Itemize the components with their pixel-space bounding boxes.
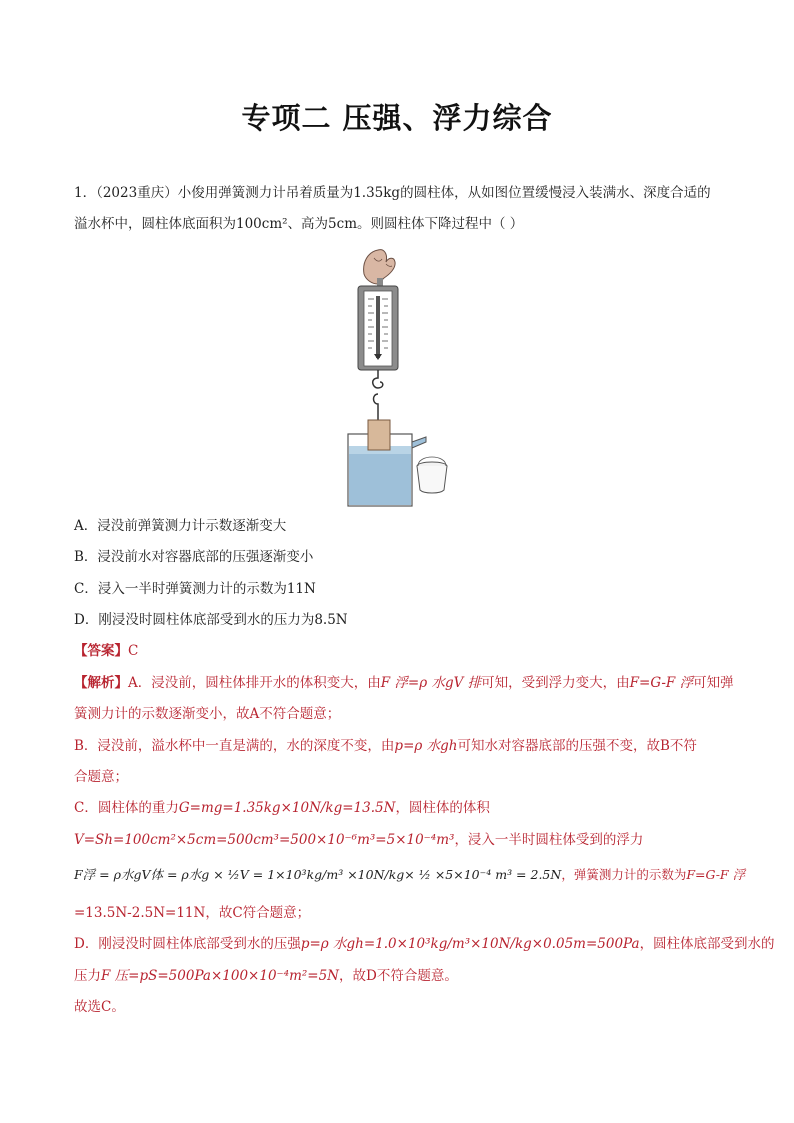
option-c: C．浸入一半时弹簧测力计的示数为11N <box>74 581 316 597</box>
scale-hook-top <box>377 278 383 286</box>
analysis-c-line-3: F浮 = ρ水gV体 = ρ水g × ½V = 1×10³kg/m³ ×10N/kg× ½ ×5×10⁻⁴ m³ = 2.5N，弹簧测力计的示数为F=G-F 浮 <box>74 867 746 882</box>
formula-gravity: G=mg=1.35kg×10N/kg=13.5N <box>178 800 396 816</box>
small-bucket <box>417 457 447 493</box>
formula-bottom-pressure: p=ρ 水gh=1.0×10³kg/m³×10N/kg×0.05m=500Pa <box>300 936 640 952</box>
analysis-conclusion: 故选C。 <box>74 999 125 1015</box>
analysis-b-line-2: 合题意； <box>74 769 128 785</box>
formula-volume: V=Sh=100cm²×5cm=500cm³=500×10⁻⁶m³=5×10⁻⁴m³ <box>74 832 455 848</box>
formula-scale-reading: F=G-F 浮 <box>629 675 694 691</box>
analysis-b-line-1: B．浸没前，溢水杯中一直是满的，水的深度不变，由p=ρ 水gh可知水对容器底部的压强不变，故B不符 <box>74 738 697 754</box>
scale-hook <box>373 370 383 388</box>
analysis-c-line-2: V=Sh=100cm²×5cm=500cm³=500×10⁻⁶m³=5×10⁻⁴m³，浸入一半时圆柱体受到的浮力 <box>74 832 644 848</box>
analysis-a-line-1: 【解析】A．浸没前，圆柱体排开水的体积变大，由F 浮=ρ 水gV 排可知，受到浮力变大，由F=G-F 浮可知弹 <box>74 675 734 691</box>
analysis-d-line-2: 压力F 压=pS=500Pa×100×10⁻⁴m²=5N，故D不符合题意。 <box>74 968 458 984</box>
spring-scale <box>358 286 398 370</box>
answer-line <box>74 642 734 660</box>
analysis-d-line-1: D．刚浸没时圆柱体底部受到水的压强p=ρ 水gh=1.0×10³kg/m³×10N/kg×0.05m=500Pa，圆柱体底部受到水的 <box>74 936 775 952</box>
formula-buoyancy: F 浮=ρ 水gV 排 <box>380 675 482 691</box>
analysis-label: 【解析】 <box>74 675 128 691</box>
analysis-c-line-4: =13.5N-2.5N=11N，故C符合题意； <box>74 905 311 921</box>
experiment-figure <box>344 244 450 510</box>
analysis-c-line-1: C．圆柱体的重力G=mg=1.35kg×10N/kg=13.5N，圆柱体的体积 <box>74 800 490 816</box>
formula-half-buoyancy: F浮 = ρ水gV体 = ρ水g × ½V = 1×10³kg/m³ ×10N/kg× ½ ×5×10⁻⁴ m³ = 2.5N <box>74 867 562 882</box>
question-line-2: 溢水杯中，圆柱体底面积为100cm²、高为5cm。则圆柱体下降过程中（ ） <box>74 216 524 232</box>
hanging-wire <box>374 394 379 420</box>
option-b: B．浸没前水对容器底部的压强逐渐变小 <box>74 549 314 565</box>
option-a: A．浸没前弹簧测力计示数逐渐变大 <box>74 518 287 534</box>
analysis-a-line-2: 簧测力计的示数逐渐变小，故A不符合题意； <box>74 706 341 722</box>
formula-force: F 压=pS=500Pa×100×10⁻⁴m²=5N <box>101 968 339 984</box>
page-title: 专项二 压强、浮力综合 <box>241 101 553 135</box>
answer-label: 【答案】 <box>74 643 128 659</box>
answer-value: C <box>128 643 139 659</box>
option-d: D．刚浸没时圆柱体底部受到水的压力为8.5N <box>74 612 348 628</box>
cylinder-block <box>368 420 390 450</box>
question-line-1: 1．（2023重庆）小俊用弹簧测力计吊着质量为1.35kg的圆柱体，从如图位置缓慢浸入装满水、深度合适的 <box>74 185 711 201</box>
formula-pressure: p=ρ 水gh <box>394 738 458 754</box>
